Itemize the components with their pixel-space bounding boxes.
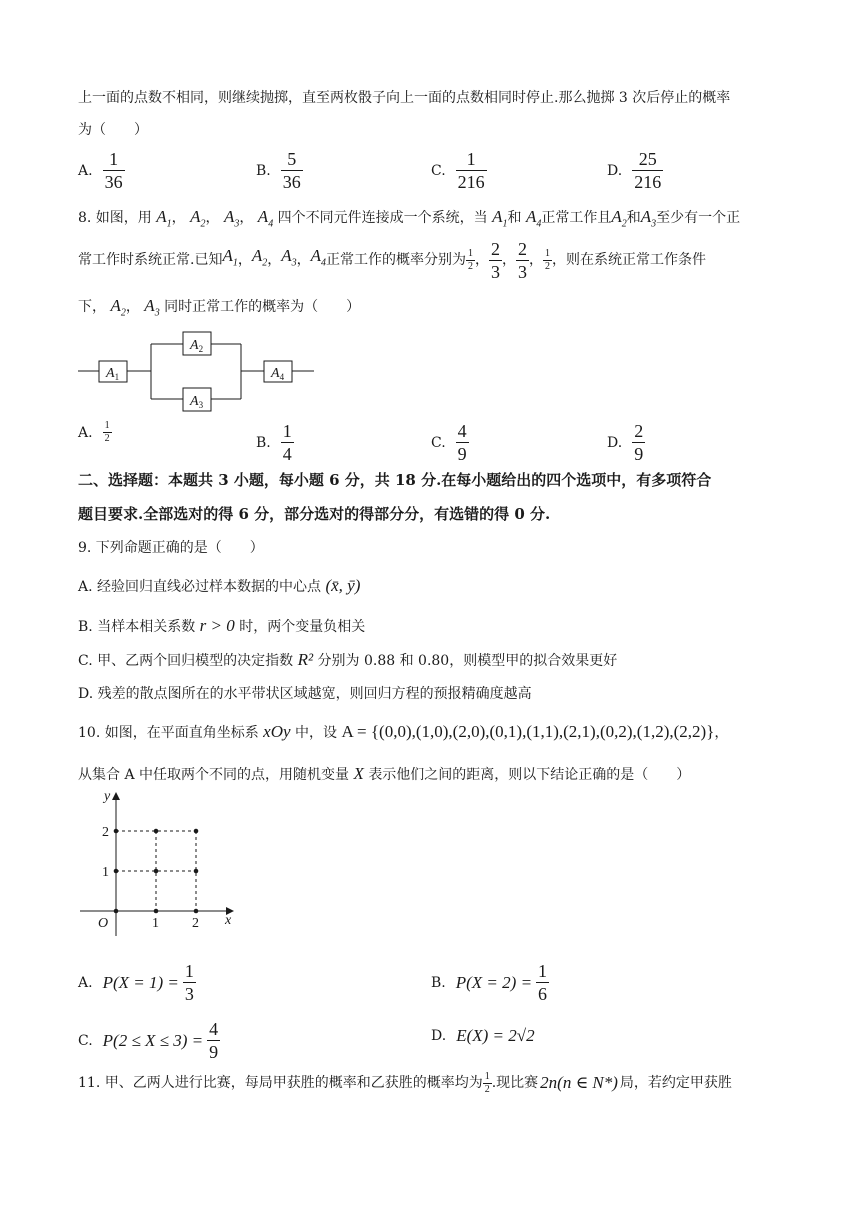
sym: A: [251, 246, 263, 266]
sub: 1: [166, 218, 172, 230]
fraction: [281, 148, 303, 193]
sub: 3: [234, 218, 240, 230]
prob-a1: [466, 248, 475, 273]
denominator: 4: [282, 444, 292, 464]
text: 同时正常工作的概率为（ ）: [164, 299, 361, 315]
symbol-a3: [223, 207, 240, 230]
lattice-point: [154, 909, 159, 914]
text: 时，两个变量负相关: [239, 619, 366, 635]
sym: A: [222, 246, 233, 266]
numerator: 1: [104, 420, 110, 431]
text: 中，设: [295, 725, 337, 741]
sep: ，: [171, 210, 186, 226]
text: 至少有一个正: [656, 210, 741, 226]
text: 11. 甲、乙两人进行比赛，每局甲获胜的概率和乙获胜的概率均为: [78, 1075, 483, 1091]
q7-option-a: [78, 148, 125, 193]
q7-line2: 为（ ）: [78, 122, 148, 138]
q8-line2: [78, 238, 707, 282]
sym: A: [110, 296, 121, 315]
text: 8. 如图，用: [78, 210, 152, 226]
prob-a3: [516, 238, 529, 283]
sym: A: [640, 207, 652, 226]
q10-option-b: [431, 960, 549, 1005]
sub: 3: [198, 400, 204, 410]
text: 和: [626, 210, 641, 226]
numerator: 1: [184, 961, 194, 981]
denominator: 9: [457, 444, 467, 464]
q9-option-b: [78, 616, 365, 637]
option-label: A.: [78, 162, 93, 179]
denominator: 36: [282, 172, 301, 192]
text: .现比赛: [491, 1075, 539, 1091]
q10-line1: [78, 722, 728, 743]
q9-option-a: [78, 576, 360, 597]
fraction: [103, 148, 125, 193]
sym: A: [156, 207, 167, 226]
lattice-point: [114, 869, 119, 874]
symbol-a4: [257, 207, 274, 230]
sym: A: [257, 207, 269, 226]
expectation-expression: E(X) = 2√2: [456, 1026, 535, 1045]
sym: A: [525, 207, 537, 226]
sub: 1: [232, 257, 238, 269]
sym: A: [492, 207, 503, 226]
random-variable: X: [353, 764, 364, 783]
q10-option-d: [431, 1026, 535, 1046]
fraction: [207, 1018, 220, 1063]
sym: A: [271, 366, 280, 381]
coord-system: xOy: [263, 722, 291, 741]
y-axis-label: y: [104, 789, 111, 804]
circuit-diagram: [78, 326, 318, 414]
numerator: 2: [518, 238, 528, 259]
section-heading-line2: 题目要求.全部选对的得 6 分，部分选对的得部分分，有选错的得 0 分.: [78, 505, 551, 523]
x-axis-label: x: [225, 913, 232, 928]
option-label: C.: [431, 434, 446, 451]
lattice-point: [194, 829, 199, 834]
symbol-a1: [222, 246, 237, 273]
sep: ，: [529, 252, 544, 268]
sep: ，: [237, 252, 252, 268]
sub: 2: [262, 257, 268, 269]
q8-option-b: [256, 420, 294, 465]
numerator: 5: [287, 149, 297, 169]
denominator: 9: [634, 444, 644, 464]
numerator: 1: [466, 149, 476, 169]
sym: A: [611, 207, 622, 226]
text: B. 当样本相关系数: [78, 619, 196, 635]
sep: ，: [125, 299, 140, 315]
text: A. 经验回归直线必过样本数据的中心点: [78, 579, 322, 595]
sep: ，: [205, 210, 220, 226]
sym: A: [310, 246, 322, 266]
lattice-graph: [80, 786, 250, 936]
numerator: 1: [484, 1070, 490, 1082]
symbol-a2: [190, 207, 206, 230]
fraction: [456, 148, 487, 193]
text: ，: [714, 725, 729, 741]
symbol-a4: [525, 207, 542, 230]
symbol-a2: [110, 296, 126, 319]
numerator: 1: [538, 961, 548, 981]
sub: 2: [120, 307, 126, 319]
prob-a2: [489, 238, 502, 283]
q11-line1: [78, 1068, 732, 1098]
sub: 2: [198, 344, 204, 354]
game-count: 2n(n ∈ N*): [540, 1073, 618, 1092]
denominator: 216: [457, 172, 485, 192]
q10-line2: [78, 764, 690, 785]
sym: A: [190, 207, 201, 226]
origin-label: O: [98, 916, 109, 931]
option-label: D.: [431, 1028, 447, 1044]
symbol-a3: [144, 296, 160, 319]
sub: 4: [321, 257, 327, 269]
lattice-point: [194, 909, 199, 914]
text: 分别为 0.88 和 0.80，则模型甲的拟合效果更好: [317, 653, 618, 669]
sub: 4: [279, 372, 285, 382]
text: 四个不同元件连接成一个系统，当: [277, 210, 488, 226]
sub: 3: [291, 257, 297, 269]
option-label: C.: [431, 162, 446, 179]
symbol-a1: [492, 207, 508, 230]
text: 和: [507, 210, 522, 226]
denominator: 9: [209, 1042, 219, 1062]
fraction: [456, 420, 469, 465]
fraction: [103, 420, 112, 445]
probability-expression: P(X = 2) =: [455, 972, 533, 992]
sub: 4: [536, 218, 542, 230]
y-tick-label: 1: [102, 865, 109, 880]
q8-line3: [78, 296, 360, 323]
fraction: [632, 420, 645, 465]
denominator: 3: [184, 984, 194, 1004]
probability-expression: P(X = 1) =: [102, 972, 179, 992]
fraction: [183, 960, 196, 1005]
denominator: 2: [545, 260, 551, 272]
q8-option-a: [78, 420, 112, 445]
sep: ，: [296, 252, 311, 268]
numerator: 25: [638, 149, 657, 169]
sep: ，: [239, 210, 254, 226]
numerator: 2: [634, 421, 644, 441]
r-squared: R²: [297, 650, 314, 669]
symbol-a1: [156, 207, 172, 230]
center-point: (x̄, ȳ): [325, 576, 361, 595]
text: 10. 如图，在平面直角坐标系: [78, 725, 259, 741]
symbol-a2: [252, 246, 267, 273]
sub: 3: [154, 307, 160, 319]
lattice-point: [194, 869, 199, 874]
sym: A: [106, 366, 115, 381]
sub: 2: [621, 218, 627, 230]
q8-option-c: [431, 420, 469, 465]
denominator: 2: [104, 433, 110, 444]
q9-stem: 9. 下列命题正确的是（ ）: [78, 540, 264, 556]
text: 局，若约定甲获胜: [619, 1075, 732, 1091]
prob-a4: [543, 248, 552, 273]
q7-option-b: [256, 148, 303, 193]
sym: A: [281, 246, 292, 266]
q8-line1: [78, 207, 740, 234]
option-label: D.: [607, 434, 623, 451]
numerator: 4: [209, 1019, 219, 1039]
sep: ，: [502, 252, 517, 268]
sym: A: [190, 338, 199, 353]
text: 从集合 A 中任取两个不同的点，用随机变量: [78, 767, 350, 783]
denominator: 3: [491, 261, 501, 282]
sub: 4: [268, 218, 274, 230]
q8-option-d: [607, 420, 645, 465]
symbol-a4: [311, 246, 326, 273]
option-label: A.: [78, 424, 93, 441]
text: 下，: [78, 299, 106, 315]
fraction: [536, 960, 549, 1005]
q9-option-d: D. 残差的散点图所在的水平带状区域越宽，则回归方程的预报精确度越高: [78, 686, 532, 702]
text: 常工作时系统正常.已知: [78, 252, 223, 268]
q10-option-c: [78, 1018, 220, 1063]
text: 正常工作且: [541, 210, 612, 226]
option-label: B.: [256, 434, 271, 451]
x-tick-label: 1: [152, 916, 159, 931]
probability-expression: P(2 ≤ X ≤ 3) =: [102, 1030, 204, 1050]
option-label: B.: [431, 974, 446, 991]
symbol-a3: [281, 246, 296, 273]
sub: 3: [651, 218, 657, 230]
numerator: 1: [109, 149, 119, 169]
y-tick-label: 2: [102, 825, 109, 840]
x-tick-label: 2: [192, 916, 199, 931]
fraction: [281, 420, 294, 465]
sep: ，: [267, 252, 282, 268]
text: ，则在系统正常工作条件: [552, 252, 707, 268]
denominator: 216: [634, 172, 662, 192]
option-label: A.: [78, 974, 93, 991]
sub: 1: [114, 372, 120, 382]
text: 正常工作的概率分别为: [326, 252, 467, 268]
sub: 1: [502, 218, 508, 230]
fraction: [632, 148, 663, 193]
denominator: 6: [538, 984, 548, 1004]
denominator: 2: [468, 260, 474, 272]
denominator: 2: [484, 1083, 490, 1095]
numerator: 1: [468, 247, 474, 259]
q7-option-d: [607, 148, 663, 193]
numerator: 2: [491, 238, 501, 259]
lattice-point: [114, 829, 119, 834]
sub: 2: [200, 218, 206, 230]
section-heading-line1: 二、选择题：本题共 3 小题，每小题 6 分，共 18 分.在每小题给出的四个选项中，有多项符合: [78, 471, 712, 489]
option-label: B.: [256, 162, 271, 179]
q10-option-a: [78, 960, 196, 1005]
lattice-point: [114, 909, 119, 914]
fraction: [483, 1071, 492, 1096]
option-label: D.: [607, 162, 623, 179]
option-label: C.: [78, 1032, 93, 1049]
sym: A: [190, 394, 199, 409]
q9-option-c: [78, 650, 617, 671]
text: C. 甲、乙两个回归模型的决定指数: [78, 653, 294, 669]
lattice-point: [154, 869, 159, 874]
numerator: 1: [545, 247, 551, 259]
denominator: 36: [104, 172, 123, 192]
q7-line1: 上一面的点数不相同，则继续抛掷，直至两枚骰子向上一面的点数相同时停止.那么抛掷 3 次后停止的概率: [78, 90, 731, 106]
numerator: 1: [282, 421, 292, 441]
text: 表示他们之间的距离，则以下结论正确的是（ ）: [368, 767, 691, 783]
sym: A: [144, 296, 155, 315]
condition: r > 0: [199, 616, 235, 635]
numerator: 4: [457, 421, 467, 441]
lattice-point: [154, 829, 159, 834]
sep: ，: [475, 252, 490, 268]
symbol-a2: [611, 207, 627, 230]
symbol-a3: [640, 207, 657, 230]
set-a: A = {(0,0),(1,0),(2,0),(0,1),(1,1),(2,1),(0,2),(1,2),(2,2)}: [341, 722, 715, 741]
q7-option-c: [431, 148, 487, 193]
denominator: 3: [518, 261, 528, 282]
sym: A: [223, 207, 235, 226]
